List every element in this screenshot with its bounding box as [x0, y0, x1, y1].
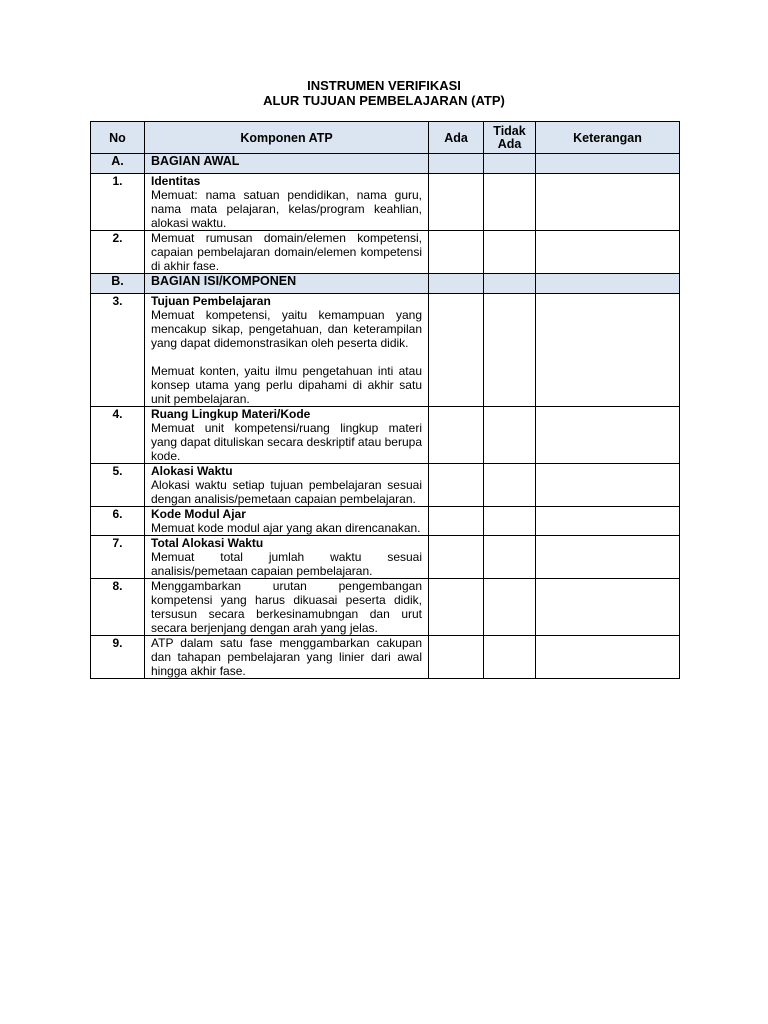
row-content — [145, 579, 429, 636]
tidak-ada-cell[interactable] — [484, 407, 536, 464]
ada-cell[interactable] — [429, 407, 484, 464]
row-no: 6. — [91, 507, 145, 536]
row-text: Menggambarkan urutan pengembangan kompetensi yang harus dikuasai peserta didik, tersusun secara berkesinamubngan dan urut secara berjenjang dengan arah yang jelas. — [151, 579, 422, 635]
row-title: Alokasi Waktu — [151, 464, 233, 478]
row-content — [145, 231, 429, 274]
table-row — [91, 294, 680, 407]
table-row — [91, 636, 680, 679]
row-no: 1. — [91, 174, 145, 231]
table-row — [91, 579, 680, 636]
keterangan-cell — [536, 154, 680, 174]
keterangan-cell[interactable] — [536, 636, 680, 679]
header-tidak-ada — [484, 122, 536, 154]
row-text: Memuat kompetensi, yaitu kemampuan yang mencakup sikap, pengetahuan, dan keterampilan yang dapat didemonstrasikan oleh peserta didik. — [151, 308, 422, 350]
row-no: 3. — [91, 294, 145, 407]
table-row — [91, 231, 680, 274]
table-row — [91, 507, 680, 536]
ada-cell[interactable] — [429, 464, 484, 507]
table-row — [91, 536, 680, 579]
row-no: 8. — [91, 579, 145, 636]
tidak-ada-cell[interactable] — [484, 536, 536, 579]
header-tidak-ada-line1: Tidak — [493, 123, 526, 138]
section-label: BAGIAN AWAL — [145, 154, 429, 174]
row-no: 5. — [91, 464, 145, 507]
ada-cell[interactable] — [429, 294, 484, 407]
row-text-2: Memuat konten, yaitu ilmu pengetahuan inti atau konsep utama yang perlu dipahami di akhir satu unit pembelajaran. — [151, 364, 422, 406]
table-row — [91, 464, 680, 507]
table-row — [91, 174, 680, 231]
row-text: ATP dalam satu fase menggambarkan cakupan dan tahapan pembelajaran yang linier dari awal hingga akhir fase. — [151, 636, 422, 678]
section-label: BAGIAN ISI/KOMPONEN — [145, 274, 429, 294]
ada-cell[interactable] — [429, 579, 484, 636]
header-tidak-ada-line2: Ada — [497, 136, 522, 151]
keterangan-cell[interactable] — [536, 407, 680, 464]
row-text: Memuat total jumlah waktu sesuai analisis/pemetaan capaian pembelajaran. — [151, 550, 422, 578]
keterangan-cell[interactable] — [536, 579, 680, 636]
tidak-ada-cell[interactable] — [484, 507, 536, 536]
keterangan-cell[interactable] — [536, 464, 680, 507]
section-row-a — [91, 154, 680, 174]
keterangan-cell[interactable] — [536, 294, 680, 407]
row-text: Memuat kode modul ajar yang akan direncanakan. — [151, 521, 421, 535]
keterangan-cell[interactable] — [536, 536, 680, 579]
row-title: Tujuan Pembelajaran — [151, 294, 271, 308]
row-no: 2. — [91, 231, 145, 274]
row-content — [145, 294, 429, 407]
row-no: 7. — [91, 536, 145, 579]
document-title-line2: ALUR TUJUAN PEMBELAJARAN (ATP) — [263, 93, 505, 108]
ada-cell[interactable] — [429, 507, 484, 536]
header-keterangan: Keterangan — [536, 122, 680, 154]
header-komponen: Komponen ATP — [145, 122, 429, 154]
tidak-ada-cell[interactable] — [484, 231, 536, 274]
atp-verification-table — [90, 121, 680, 679]
tidak-ada-cell[interactable] — [484, 579, 536, 636]
keterangan-cell[interactable] — [536, 507, 680, 536]
document-title-line1: INSTRUMEN VERIFIKASI — [307, 78, 461, 93]
tidak-ada-cell[interactable] — [484, 636, 536, 679]
ada-cell[interactable] — [429, 636, 484, 679]
ada-cell[interactable] — [429, 536, 484, 579]
ada-cell[interactable] — [429, 231, 484, 274]
row-content — [145, 636, 429, 679]
tidak-ada-cell — [484, 274, 536, 294]
header-ada: Ada — [429, 122, 484, 154]
row-title: Total Alokasi Waktu — [151, 536, 264, 550]
row-title: Identitas — [151, 174, 201, 188]
keterangan-cell[interactable] — [536, 231, 680, 274]
tidak-ada-cell[interactable] — [484, 174, 536, 231]
row-content — [145, 407, 429, 464]
ada-cell — [429, 154, 484, 174]
row-content — [145, 507, 429, 536]
row-content — [145, 464, 429, 507]
row-text: Memuat rumusan domain/elemen kompetensi, capaian pembelajaran domain/elemen kompetensi di akhir fase. — [151, 231, 422, 273]
row-text: Memuat unit kompetensi/ruang lingkup materi yang dapat dituliskan secara deskriptif atau berupa kode. — [151, 421, 422, 463]
tidak-ada-cell[interactable] — [484, 294, 536, 407]
keterangan-cell — [536, 274, 680, 294]
section-no: A. — [91, 154, 145, 174]
tidak-ada-cell — [484, 154, 536, 174]
row-no: 4. — [91, 407, 145, 464]
row-text: Alokasi waktu setiap tujuan pembelajaran sesuai dengan analisis/pemetaan capaian pembelajaran. — [151, 478, 422, 506]
section-row-b — [91, 274, 680, 294]
paragraph-gap — [151, 350, 422, 364]
table-header-row — [91, 122, 680, 154]
ada-cell[interactable] — [429, 174, 484, 231]
table-row — [91, 407, 680, 464]
section-no: B. — [91, 274, 145, 294]
row-title: Kode Modul Ajar — [151, 507, 246, 521]
keterangan-cell[interactable] — [536, 174, 680, 231]
row-title: Ruang Lingkup Materi/Kode — [151, 407, 311, 421]
header-no: No — [91, 122, 145, 154]
tidak-ada-cell[interactable] — [484, 464, 536, 507]
row-text: Memuat: nama satuan pendidikan, nama guru, nama mata pelajaran, kelas/program keahlian, alokasi waktu. — [151, 188, 422, 230]
row-content — [145, 536, 429, 579]
ada-cell — [429, 274, 484, 294]
row-no: 9. — [91, 636, 145, 679]
row-content — [145, 174, 429, 231]
